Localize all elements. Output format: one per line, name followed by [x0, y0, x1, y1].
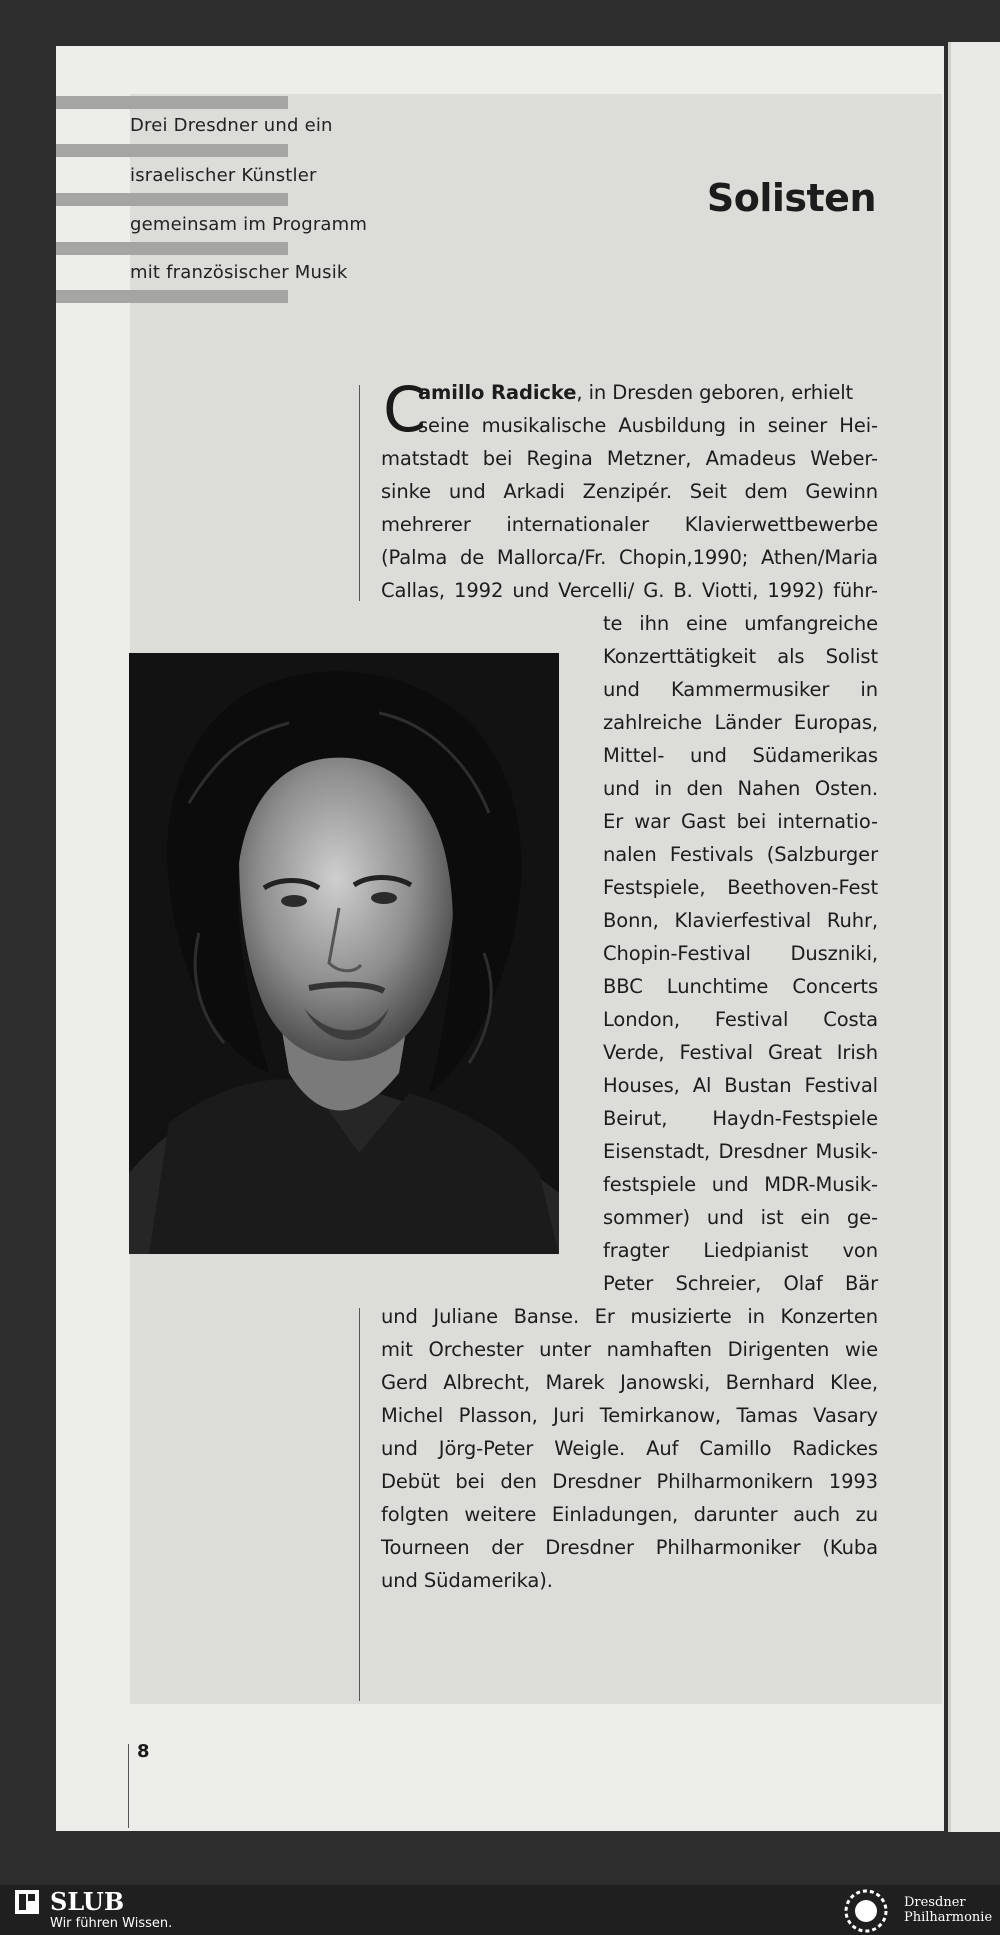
column-rule — [359, 1308, 360, 1701]
sidebar-bar — [56, 144, 288, 157]
footer-rule — [128, 1744, 129, 1828]
partner-name — [904, 1895, 992, 1925]
body-line-first — [418, 378, 878, 408]
footer-bar — [0, 1885, 1000, 1935]
library-tagline: Wir führen Wissen. — [50, 1916, 173, 1931]
body-line: Gerd Albrecht, Marek Janowski, Bernhard Klee, — [381, 1371, 878, 1394]
body-line: Peter Schreier, Olaf Bär — [603, 1272, 878, 1295]
body-line: festspiele und MDR-Musik- — [603, 1173, 878, 1196]
partner-name-line: Philharmonie — [904, 1910, 993, 1925]
body-text: , in Dresden geboren, erhielt — [576, 381, 854, 404]
body-line: Callas, 1992 und Vercelli/ G. B. Viotti, 1992) führ- — [381, 579, 878, 602]
body-line: te ihn eine umfangreiche — [603, 612, 878, 635]
body-line: Chopin-Festival Duszniki, — [603, 942, 878, 965]
body-line: BBC Lunchtime Concerts — [603, 975, 878, 998]
library-name[interactable]: SLUB — [50, 1887, 125, 1916]
body-line: Beirut, Haydn-Festspiele — [603, 1107, 878, 1130]
dresdner-philharmonie-logo-icon[interactable] — [840, 1889, 892, 1933]
body-line: Debüt bei den Dresdner Philharmonikern 1993 — [381, 1470, 878, 1493]
body-line: mehrerer internationaler Klavierwettbewerbe — [381, 513, 878, 536]
sidebar-bar — [56, 290, 288, 303]
page-heading: Solisten — [706, 176, 876, 220]
body-line: London, Festival Costa — [603, 1008, 878, 1031]
body-line: nalen Festivals (Salzburger — [603, 843, 878, 866]
body-line: Mittel- und Südamerikas — [603, 744, 878, 767]
body-line: Festspiele, Beethoven-Fest — [603, 876, 878, 899]
body-line: Er war Gast bei internatio- — [603, 810, 878, 833]
body-line: und Juliane Banse. Er musizierte in Konzerten — [381, 1305, 878, 1328]
body-line: und Jörg-Peter Weigle. Auf Camillo Radickes — [381, 1437, 878, 1460]
body-line: folgten weitere Einladungen, darunter auch zu — [381, 1503, 878, 1526]
column-rule — [359, 385, 360, 601]
body-line: (Palma de Mallorca/Fr. Chopin,1990; Athen/Maria — [381, 546, 878, 569]
body-line: und Kammermusiker in — [603, 678, 878, 701]
body-line: Verde, Festival Great Irish — [603, 1041, 878, 1064]
body-line: Michel Plasson, Juri Temirkanow, Tamas Vasary — [381, 1404, 878, 1427]
drop-cap: C — [383, 373, 427, 446]
portrait-photo — [129, 653, 559, 1254]
body-line: matstadt bei Regina Metzner, Amadeus Weber- — [381, 447, 878, 470]
page-number: 8 — [137, 1741, 150, 1762]
body-line: und in den Nahen Osten. — [603, 777, 878, 800]
sidebar-intro-line: israelischer Künstler — [130, 165, 317, 186]
body-line: mit Orchester unter namhaften Dirigenten wie — [381, 1338, 878, 1361]
person-name: amillo Radicke — [418, 381, 577, 404]
sidebar-bar — [56, 242, 288, 255]
body-line: Bonn, Klavierfestival Ruhr, — [603, 909, 878, 932]
body-line: fragter Liedpianist von — [603, 1239, 878, 1262]
sidebar-bar — [56, 193, 288, 206]
body-line: sinke und Arkadi Zenzipér. Seit dem Gewinn — [381, 480, 878, 503]
body-line: seine musikalische Ausbildung in seiner Hei- — [418, 414, 878, 437]
body-line: Eisenstadt, Dresdner Musik- — [603, 1140, 878, 1163]
body-line: zahlreiche Länder Europas, — [603, 711, 878, 734]
sidebar-bar — [56, 96, 288, 109]
body-line: sommer) und ist ein ge- — [603, 1206, 878, 1229]
next-page-edge — [948, 42, 1000, 1832]
body-line: Tourneen der Dresdner Philharmoniker (Kuba — [381, 1536, 878, 1559]
sidebar-intro-line: Drei Dresdner und ein — [130, 115, 333, 136]
body-line-last: und Südamerika). — [381, 1569, 553, 1592]
partner-name-line: Dresdner — [904, 1895, 966, 1910]
sidebar-intro-line: mit französischer Musik — [130, 262, 348, 283]
slub-logo-icon[interactable] — [14, 1889, 40, 1915]
body-line: Houses, Al Bustan Festival — [603, 1074, 878, 1097]
sidebar-intro-line: gemeinsam im Programm — [130, 214, 368, 235]
body-line: Konzerttätigkeit als Solist — [603, 645, 878, 668]
